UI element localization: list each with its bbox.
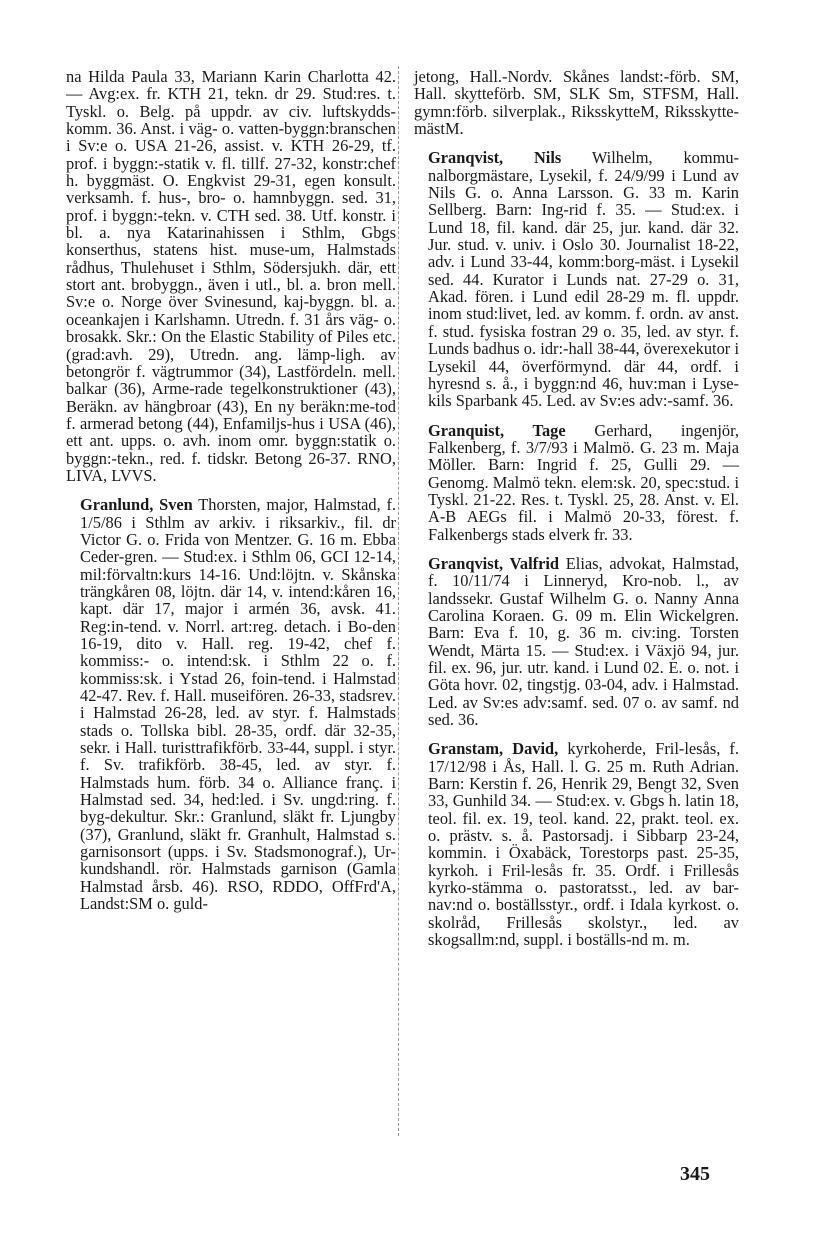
biography-entry-granqvist-valfrid (414, 555, 739, 728)
entry-name: Granlund, Sven (80, 495, 193, 515)
entry-paragraph (414, 149, 739, 409)
right-column (414, 68, 739, 961)
entry-name: Granqvist, Valfrid (428, 553, 560, 573)
entry-paragraph (66, 496, 396, 912)
continuation-text: jetong, Hall.-Nordv. Skånes landst:-förb. SM, Hall. skytteförb. SM, SLK Sm, STFSM, Hall. gymn:förb. silverplak., RiksskytteM, Riksskytte-mästM. (414, 67, 739, 139)
biography-entry-granstam-david (414, 740, 739, 948)
entry-name: Granstam, David, (428, 739, 559, 759)
left-column (66, 68, 396, 925)
entry-text: Wilhelm, kommu-nalborgmästare, Lysekil, f. 24/9/99 i Lund av Nils G. o. Anna Larsson. G. 33 m. Karin Sellberg. Barn: Ing-rid f. 35. — Stud:ex. i Lund 18, fil. kand. där 25, jur. kand. där 32. Jur. stud. v. univ. i Oslo 30. Journalist 18-22, adv. i Lund 33-44, komm:borg-mäst. i Lysekil sed. 44. Kurator i Lunds nat. 27-29 o. 31, Akad. fören. i Lund edil 28-29 m. fl. uppdr. inom stud:livet, led. av komm. f. ordn. av anst. f. stud. fysiska fostran 29 o. 35, led. av styr. f. Lunds badhus o. idr:-hall 38-44, överexekutor i Lysekil 44, överförmynd. där 44, ordf. i hyresnd s. å., i byggn:nd 46, huv:man i Lyse-kils Sparbank 45. Led. av Sv:es adv:-samf. 36. (428, 148, 739, 411)
page-number: 345 (680, 1163, 710, 1185)
entry-text: Gerhard, ingenjör, Falkenberg, f. 3/7/93 i Malmö. G. 23 m. Maja Möller. Barn: Ingrid f. 25, Gulli 29. — Genomg. Malmö tekn. elem:sk. 20, spec:stud. i Tyskl. 21-22. Res. t. Tyskl. 25, 28. Anst. v. El. A-B AEGs fil. i Malmö 20-33, förest. f. Falkenbergs stads elverk fr. 33. (428, 420, 739, 544)
biography-entry-granlund (66, 496, 396, 912)
biography-entry-granqvist-nils (414, 149, 739, 409)
entry-paragraph (414, 740, 739, 948)
entry-name: Granqvist, Nils (428, 148, 562, 168)
entry-text: Thorsten, major, Halmstad, f. 1/5/86 i Sthlm av arkiv. i riksarkiv., fil. dr Victor G. o. Frida von Mentzer. G. 16 m. Ebba Ceder-gren. — Stud:ex. i Sthlm 06, GCI 12-14, mil:förvaltn:kurs 14-16. Und:löjtn. v. Skånska trängkåren 08, löjtn. där 14, v. intend:kåren 16, kapt. där 17, major i armén 36, avsk. 41. Reg:in-tend. v. Norrl. art:reg. detach. i Bo-den 16-19, dito v. Hall. reg. 19-42, chef f. kommiss:- o. intend:sk. i Sthlm 22 o. f. kommiss:sk. i Ystad 26, foin-tend. i Halmstad 42-47. Rev. f. Hall. museifören. 26-33, stadsrev. i Halmstad 26-28, led. av styr. f. Halmstads stads o. Tollska bibl. 28-35, ordf. där 32-35, sekr. i Hall. turisttrafikförb. 33-44, suppl. i styr. f. Sv. trafikförb. 38-45, led. av styr. f. Halmstads hum. förb. 34 o. Alliance franç. i Halmstad sed. 34, hed:led. i Sv. ungd:ring. f. byg-dekultur. Skr.: Granlund, släkt fr. Ljungby (37), Granlund, släkt fr. Granhult, Halmstad s. garnisonsort (upps. i Sv. Stadsmonograf.), Ur-kundshandl. rör. Halmstads garnison (Gamla Halmstad årsb. 46). RSO, RDDO, OffFrd'A, Landst:SM o. guld- (80, 495, 396, 914)
continuation-entry (414, 68, 739, 137)
entry-text: kyrkoherde, Fril-lesås, f. 17/12/98 i Ås, Hall. l. G. 25 m. Ruth Adrian. Barn: Kerstin f. 26, Henrik 29, Bengt 32, Sven 33, Gunhild 34. — Stud:ex. v. Gbgs h. latin 18, teol. fil. ex. 19, teol. kand. 22, prakt. teol. ex. o. prästv. s. å. Pastorsadj. i Sibbarp 23-24, kommin. i Öxabäck, Torestorps past. 25-35, kyrkoh. i Fril-lesås fr. 35. Ordf. i Frillesås kyrko-stämma o. pastoratsst., led. av bar-nav:nd o. boställsstyr., ordf. i Idala kyrkost. o. skolråd, Frillesås skolstyr., led. av skogsallm:nd, suppl. i boställs-nd m. m. (428, 739, 739, 950)
entry-paragraph (414, 422, 739, 543)
biography-entry-granquist-tage (414, 422, 739, 543)
entry-paragraph (414, 555, 739, 728)
entry-text: Elias, advokat, Halmstad, f. 10/11/74 i Linneryd, Kro-nob. l., av landssekr. Gustaf Wilhelm G. o. Nanny Anna Carolina Koraen. G. 09 m. Elin Wickelgren. Barn: Eva f. 10, g. 36 m. civ:ing. Torsten Wendt, Märta 15. — Stud:ex. i Växjö 94, jur. fil. ex. 96, jur. utr. kand. i Lund 02. E. o. not. i Göta hovr. 02, tingstjg. 03-04, adv. i Halmstad. Led. av Sv:es adv:samf. sed. 07 o. av samf. nd sed. 36. (428, 553, 740, 730)
continuation-entry (66, 68, 396, 484)
entry-name: Granquist, Tage (428, 420, 566, 440)
column-divider (398, 66, 399, 1136)
continuation-text: na Hilda Paula 33, Mariann Karin Charlotta 42. — Avg:ex. fr. KTH 21, tekn. dr 29. Stud:res. t. Tyskl. o. Belg. på uppdr. av civ. luftskydds-komm. 36. Anst. i väg- o. vatten-byggn:branschen i Sv:e o. USA 21-26, assist. v. KTH 26-29, tf. prof. i byggn:-statik v. fl. tillf. 27-32, konstr:chef h. byggmäst. O. Engkvist 29-31, egen konsult. verksamh. f. hus-, bro- o. hamnbyggn. sed. 31, prof. i byggn:-tekn. v. CTH sed. 38. Utf. konstr. i bl. a. nya Katarinahissen i Sthlm, Gbgs konserthus, statens hist. muse-um, Halmstads rådhus, Thulehuset i Sthlm, Södersjukh. där, ett stort ant. brobyggn., även i utl., bl. a. bron mell. Sv:e o. Norge över Svinesund, kaj-byggn. bl. a. oceankajen i Karlshamn. Utredn. f. 31 års väg- o. brosakk. Skr.: On the Elastic Stability of Piles etc. (grad:avh. 29), Utredn. ang. lämp-ligh. av betongrör f. vägtrummor (34), Lastfördeln. mell. balkar (36), Arme-rade tegelkonstruktioner (43), Beräkn. av hängbroar (43), En ny beräkn:me-tod f. armerad betong (44), Enfamiljs-hus i USA (46), ett ant. upps. o. avh. inom omr. byggn:statik o. byggn:-tekn., red. f. tidskr. Betong 26-37. RNO, LIVA, LVVS. (66, 67, 396, 485)
